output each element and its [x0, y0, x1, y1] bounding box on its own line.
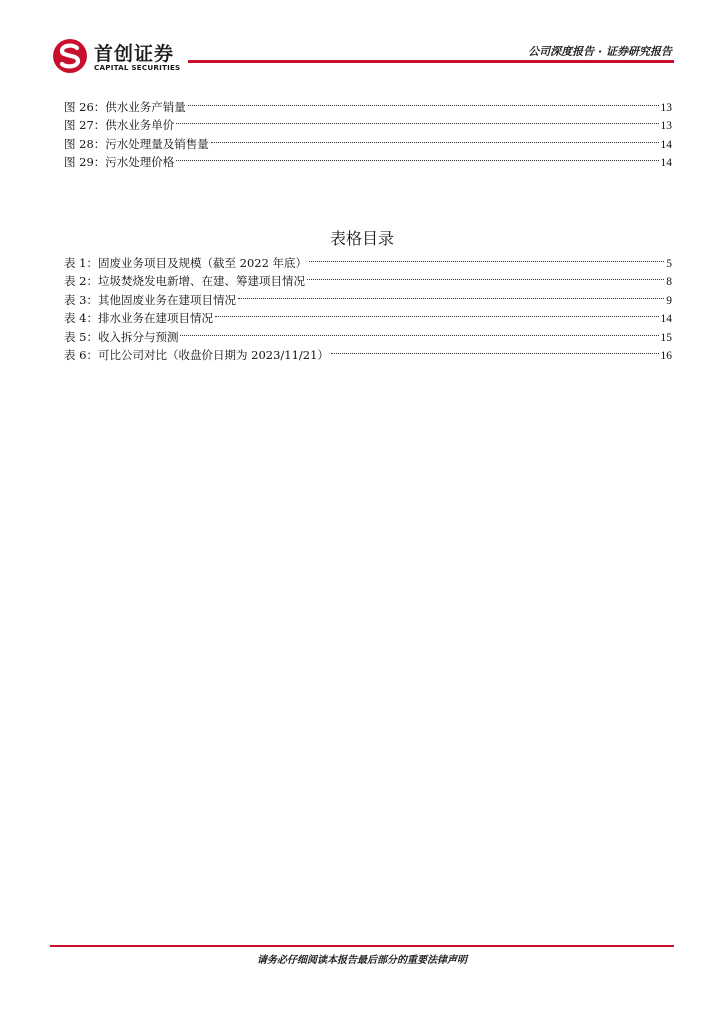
- toc-entry-label: 表 6：可比公司对比（收盘价日期为 2023/11/21）: [64, 348, 329, 362]
- toc-entry-label: 图 29：污水处理价格: [64, 155, 175, 169]
- company-logo: [52, 38, 192, 74]
- table-toc-title: 表格目录: [329, 229, 394, 248]
- toc-entry-label: 图 28：污水处理量及销售量: [64, 136, 209, 151]
- toc-dot-leader: [176, 111, 658, 130]
- toc-entry-label: 图 26：供水业务产销量: [64, 99, 186, 114]
- toc-entry-page-number: 13: [660, 120, 672, 132]
- toc-entry-label: 图 27：供水业务单价: [64, 118, 175, 132]
- capital-securities-logo-icon: [52, 38, 88, 74]
- toc-dot-leader: [309, 248, 664, 267]
- report-type-label: 公司深度报告 · 证券研究报告: [528, 45, 672, 58]
- figure-toc-list: [64, 92, 672, 169]
- logo-chinese-name: 首创证券: [94, 43, 175, 65]
- toc-entry-page-number: 16: [660, 350, 672, 362]
- toc-entry-label: 表 5：收入拆分与预测: [64, 329, 179, 344]
- toc-dot-leader: [307, 267, 664, 286]
- table-toc-list: [64, 248, 672, 362]
- toc-entry[interactable]: [64, 92, 672, 114]
- logo-english-name: CAPITAL SECURITIES: [94, 63, 181, 72]
- toc-entry-label: 表 2：垃圾焚烧发电新增、在建、筹建项目情况: [64, 274, 305, 288]
- toc-entry-page-number: 8: [666, 276, 672, 288]
- toc-entry-label: 表 4：排水业务在建项目情况: [64, 311, 213, 325]
- toc-entry-label: 表 1：固废业务项目及规模（截至 2022 年底）: [64, 255, 308, 270]
- toc-entry-page-number: 14: [660, 138, 672, 151]
- legal-disclaimer: 请务必仔细阅读本报告最后部分的重要法律声明: [257, 955, 467, 966]
- toc-entry-page-number: 5: [666, 257, 672, 270]
- toc-entry-page-number: 15: [660, 331, 672, 344]
- footer-divider: [50, 945, 674, 947]
- toc-dot-leader: [188, 92, 659, 111]
- toc-entry-page-number: 14: [660, 157, 672, 169]
- toc-entry-page-number: 14: [660, 313, 672, 325]
- page-header: [0, 0, 724, 80]
- toc-dot-leader: [176, 148, 658, 167]
- toc-entry-label: 表 3：其他固废业务在建项目情况: [64, 292, 236, 307]
- toc-dot-leader: [215, 304, 659, 323]
- toc-dot-leader: [211, 129, 659, 148]
- toc-dot-leader: [180, 322, 658, 341]
- toc-entry[interactable]: [64, 248, 672, 270]
- header-divider: [188, 60, 674, 63]
- toc-dot-leader: [331, 341, 659, 360]
- toc-entry-page-number: 9: [666, 294, 672, 307]
- toc-dot-leader: [238, 285, 664, 304]
- toc-entry-page-number: 13: [660, 101, 672, 114]
